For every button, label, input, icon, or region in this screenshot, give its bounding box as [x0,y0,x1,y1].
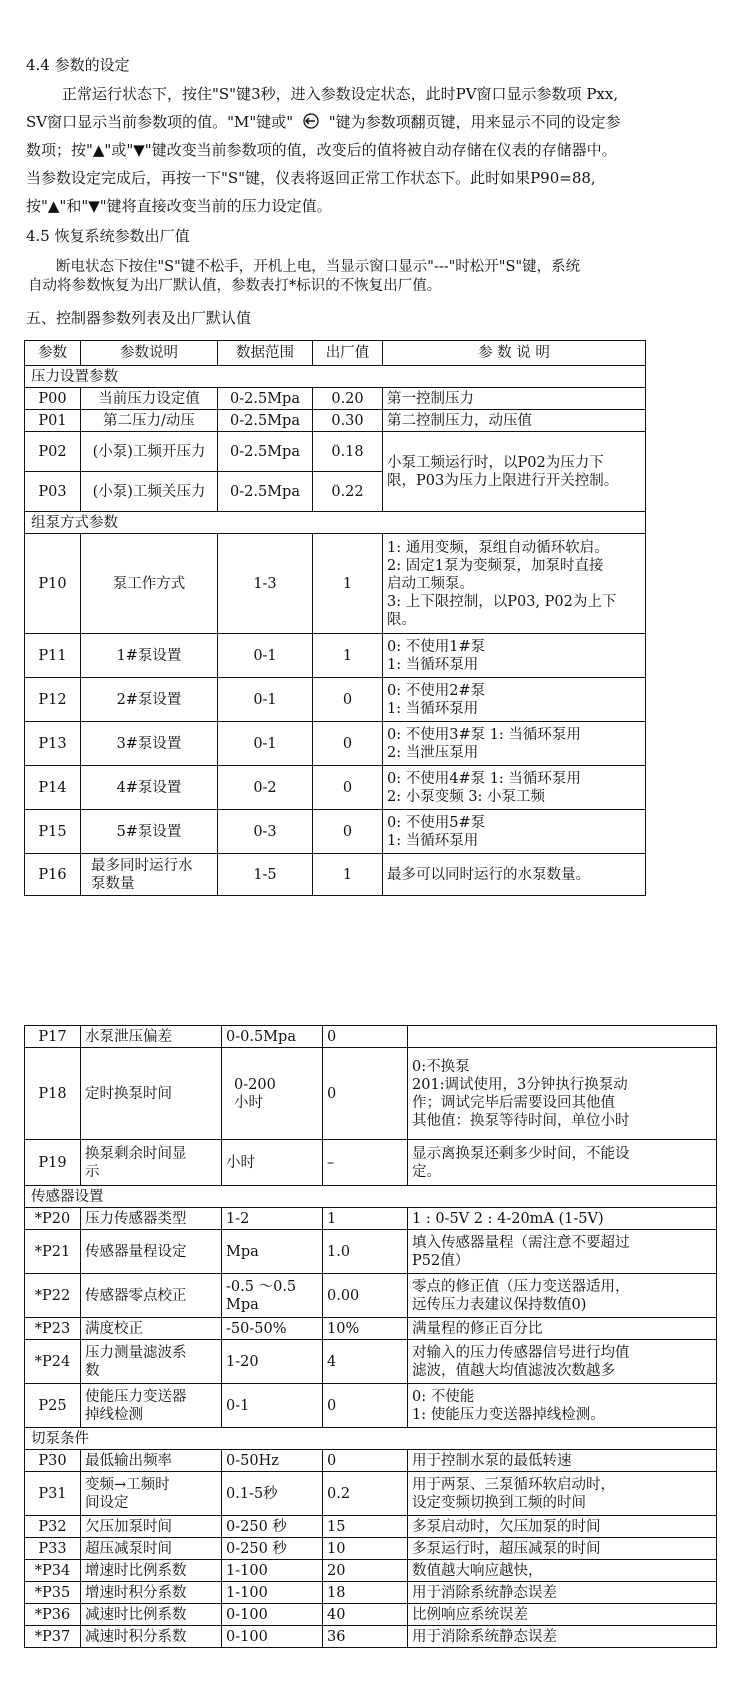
cell-range: 小时 [222,1140,323,1186]
cell-default: 0.22 [313,472,383,512]
cell-desc: 第二控制压力，动压值 [383,410,646,432]
cell-name: 第二压力/动压 [81,410,218,432]
section-5-title: 五、控制器参数列表及出厂默认值 [26,309,252,327]
para-4-4-line-5: 按"▲"和"▼"键将直接改变当前的压力设定值。 [26,197,332,215]
section-row-pressure: 压力设置参数 [25,366,646,388]
para-4-4-line-1: 正常运行状态下，按住"S"键3秒，进入参数设定状态，此时PV窗口显示参数项 Pxx, [62,85,619,103]
cell-name: 超压减泵时间 [81,1538,222,1560]
cell-range: 0-0.5Mpa [222,1026,323,1048]
cell-range: 0-2 [218,766,313,810]
cell-range: 0-1 [218,678,313,722]
cell-param: P25 [25,1384,81,1428]
para-4-5-line-2: 自动将参数恢复为出厂默认值，参数表打*标识的不恢复出厂值。 [28,278,442,294]
cell-desc: 1 : 0-5V 2 : 4-20mA (1-5V) [408,1208,717,1230]
cell-default: 18 [323,1582,408,1604]
cell-desc: 数值越大响应越快， [408,1560,717,1582]
table-row [25,1318,717,1340]
cell-range: 0-50Hz [222,1450,323,1472]
section-row-group: 组泵方式参数 [25,512,646,534]
cell-desc: 第一控制压力 [383,388,646,410]
table-row [25,1140,717,1186]
cell-range: 0-2.5Mpa [218,432,313,472]
cell-range: 0-250 秒 [222,1538,323,1560]
cell-range: 1-20 [222,1340,323,1384]
cell-name: 3#泵设置 [81,722,218,766]
cell-desc: 用于消除系统静态误差 [408,1582,717,1604]
cell-param: *P21 [25,1230,81,1274]
cell-param: *P20 [25,1208,81,1230]
cell-range: -0.5 ～0.5 Mpa [222,1274,323,1318]
header-name: 参数说明 [81,341,218,366]
cell-name: (小泵)工频开压力 [81,432,218,472]
header-description: 参 数 说 明 [383,341,646,366]
cell-range: 0-200 小时 [222,1048,323,1140]
cell-desc: 对输入的压力传感器信号进行均值 滤波，值越大均值滤波次数越多 [408,1340,717,1384]
table-row [25,1026,717,1048]
cell-default: 0.00 [323,1274,408,1318]
cell-default: 20 [323,1560,408,1582]
cell-name: 当前压力设定值 [81,388,218,410]
table-row [25,1560,717,1582]
cell-desc: 多泵启动时，欠压加泵的时间 [408,1516,717,1538]
cell-range: 1-100 [222,1560,323,1582]
cell-param: P19 [25,1140,81,1186]
cell-range: 0-1 [218,634,313,678]
cell-param: P01 [25,410,81,432]
cell-param: *P35 [25,1582,81,1604]
cell-name: 4#泵设置 [81,766,218,810]
para-4-4-line-2b: "键为参数项翻页键，用来显示不同的设定参 [328,113,621,131]
section-row-switch: 切泵条件 [25,1428,717,1450]
cell-default: 15 [323,1516,408,1538]
parameter-table-1 [24,340,646,896]
cell-desc: 比例响应系统误差 [408,1604,717,1626]
table-row [25,1274,717,1318]
cell-name: 变频→工频时 间设定 [81,1472,222,1516]
cell-param: P03 [25,472,81,512]
table-row [25,678,646,722]
cell-desc: 最多可以同时运行的水泵数量。 [383,854,646,896]
cell-name: 欠压加泵时间 [81,1516,222,1538]
cell-param: *P37 [25,1626,81,1648]
cell-name: 压力传感器类型 [81,1208,222,1230]
cell-desc: 填入传感器量程（需注意不要超过 P52值） [408,1230,717,1274]
table-row [25,1340,717,1384]
table-row [25,634,646,678]
table-row [25,1230,717,1274]
cell-name: 传感器量程设定 [81,1230,222,1274]
para-4-4-line-4: 当参数设定完成后，再按一下"S"键，仪表将返回正常工作状态下。此时如果P90=88, [26,169,596,187]
header-default: 出厂值 [313,341,383,366]
cell-name: 泵工作方式 [81,534,218,634]
cell-param: P11 [25,634,81,678]
cell-desc: 0: 不使用2#泵 1: 当循环泵用 [383,678,646,722]
cell-param: P10 [25,534,81,634]
cell-default: – [323,1140,408,1186]
cell-name: 最多同时运行水 泵数量 [81,854,218,896]
cell-range: 0.1-5秒 [222,1472,323,1516]
cell-range: 0-250 秒 [222,1516,323,1538]
cell-default: 10 [323,1538,408,1560]
cell-default: 40 [323,1604,408,1626]
cell-name: 减速时比例系数 [81,1604,222,1626]
cell-param: *P36 [25,1604,81,1626]
cell-param: P13 [25,722,81,766]
cell-range: 0-1 [222,1384,323,1428]
cell-param: P16 [25,854,81,896]
table-row [25,1450,717,1472]
cell-param: *P22 [25,1274,81,1318]
table-row [25,534,646,634]
cell-desc: 小泵工频运行时，以P02为压力下 限，P03为压力上限进行开关控制。 [383,432,646,512]
cell-range: Mpa [222,1230,323,1274]
cell-default: 0.30 [313,410,383,432]
cell-range: 0-100 [222,1604,323,1626]
cell-range: 0-1 [218,722,313,766]
cell-name: 2#泵设置 [81,678,218,722]
cell-range: 0-2.5Mpa [218,410,313,432]
table-row [25,1516,717,1538]
table-header-row [25,341,646,366]
cell-default: 0.20 [313,388,383,410]
cell-param: P33 [25,1538,81,1560]
cell-default: 0 [313,810,383,854]
cell-desc: 0: 不使用5#泵 1: 当循环泵用 [383,810,646,854]
cell-range: 1-5 [218,854,313,896]
cell-name: 使能压力变送器 掉线检测 [81,1384,222,1428]
header-param: 参数 [25,341,81,366]
cell-param: P31 [25,1472,81,1516]
table-row [25,1048,717,1140]
cell-desc: 0: 不使用4#泵 1: 当循环泵用 2: 小泵变频 3: 小泵工频 [383,766,646,810]
cell-desc: 显示离换泵还剩多少时间，不能设 定。 [408,1140,717,1186]
cell-default: 1 [313,854,383,896]
table-row [25,810,646,854]
cell-range: 1-2 [222,1208,323,1230]
cell-default: 0 [313,766,383,810]
cell-default: 1.0 [323,1230,408,1274]
cell-range: -50-50% [222,1318,323,1340]
cell-desc: 用于消除系统静态误差 [408,1626,717,1648]
cell-param: P00 [25,388,81,410]
cell-default: 0 [313,722,383,766]
parameter-table-2 [24,1025,717,1648]
table-row [25,410,646,432]
header-range: 数据范围 [218,341,313,366]
cell-desc: 零点的修正值（压力变送器适用， 远传压力表建议保持数值0) [408,1274,717,1318]
cell-param: P14 [25,766,81,810]
cell-range: 0-2.5Mpa [218,472,313,512]
para-4-4-line-2a: SV窗口显示当前参数项的值。"M"键或" [26,113,294,131]
cell-desc: 用于控制水泵的最低转速 [408,1450,717,1472]
table-row [25,1538,717,1560]
cell-param: *P34 [25,1560,81,1582]
cell-default: 0 [313,678,383,722]
cell-param: P18 [25,1048,81,1140]
cell-desc: 满量程的修正百分比 [408,1318,717,1340]
section-4-4-title: 4.4 参数的设定 [26,56,130,74]
cell-desc: 0: 不使能 1: 使能压力变送器掉线检测。 [408,1384,717,1428]
cell-param: P15 [25,810,81,854]
cell-default: 1 [313,534,383,634]
section-row-sensor: 传感器设置 [25,1186,717,1208]
cell-name: 5#泵设置 [81,810,218,854]
cell-param: *P24 [25,1340,81,1384]
table-row [25,1384,717,1428]
cell-name: 压力测量滤波系 数 [81,1340,222,1384]
cell-desc: 0: 不使用3#泵 1: 当循环泵用 2: 当泄压泵用 [383,722,646,766]
table-row [25,722,646,766]
table-row [25,1472,717,1516]
cell-name: 定时换泵时间 [81,1048,222,1140]
cell-default: 0 [323,1384,408,1428]
cell-range: 1-100 [222,1582,323,1604]
cell-name: 增速时比例系数 [81,1560,222,1582]
cell-name: (小泵)工频关压力 [81,472,218,512]
table-row [25,432,646,472]
return-key-icon [298,111,324,129]
cell-name: 传感器零点校正 [81,1274,222,1318]
cell-default: 0 [323,1026,408,1048]
cell-default: 36 [323,1626,408,1648]
cell-name: 增速时积分系数 [81,1582,222,1604]
table-row [25,766,646,810]
cell-desc: 0:不换泵 201:调试使用，3分钟执行换泵动 作；调试完毕后需要设回其他值 其他值：换泵等待时间，单位小时 [408,1048,717,1140]
para-4-5-line-1: 断电状态下按住"S"键不松手，开机上电，当显示窗口显示"---"时松开"S"键，系统 [56,259,581,275]
cell-name: 最低输出频率 [81,1450,222,1472]
cell-default: 4 [323,1340,408,1384]
section-4-5-title: 4.5 恢复系统参数出厂值 [26,227,190,245]
cell-default: 1 [313,634,383,678]
table-row [25,1626,717,1648]
cell-name: 换泵剩余时间显 示 [81,1140,222,1186]
cell-param: *P23 [25,1318,81,1340]
cell-desc [408,1026,717,1048]
cell-default: 0.18 [313,432,383,472]
cell-name: 水泵泄压偏差 [81,1026,222,1048]
table-row [25,854,646,896]
para-4-4-line-2 [26,108,621,136]
cell-default: 0 [323,1048,408,1140]
cell-param: P17 [25,1026,81,1048]
cell-param: P32 [25,1516,81,1538]
cell-range: 0-100 [222,1626,323,1648]
table-row [25,1604,717,1626]
cell-desc: 0: 不使用1#泵 1: 当循环泵用 [383,634,646,678]
cell-param: P12 [25,678,81,722]
cell-param: P02 [25,432,81,472]
table-row [25,1208,717,1230]
cell-range: 0-3 [218,810,313,854]
cell-default: 0 [323,1450,408,1472]
cell-name: 1#泵设置 [81,634,218,678]
cell-param: P30 [25,1450,81,1472]
table-row [25,388,646,410]
cell-name: 减速时积分系数 [81,1626,222,1648]
cell-default: 1 [323,1208,408,1230]
cell-desc: 多泵运行时，超压减泵的时间 [408,1538,717,1560]
cell-name: 满度校正 [81,1318,222,1340]
para-4-4-line-3: 数项；按"▲"或"▼"键改变当前参数项的值，改变后的值将被自动存储在仪表的存储器中。 [26,141,617,159]
cell-range: 1-3 [218,534,313,634]
cell-default: 10% [323,1318,408,1340]
cell-default: 0.2 [323,1472,408,1516]
table-row [25,1582,717,1604]
cell-desc: 用于两泵、三泵循环软启动时， 设定变频切换到工频的时间 [408,1472,717,1516]
cell-desc: 1: 通用变频，泵组自动循环软启。 2: 固定1泵为变频泵，加泵时直接 启动工频泵。 3: 上下限控制，以P03, P02为上下 限。 [383,534,646,634]
cell-range: 0-2.5Mpa [218,388,313,410]
